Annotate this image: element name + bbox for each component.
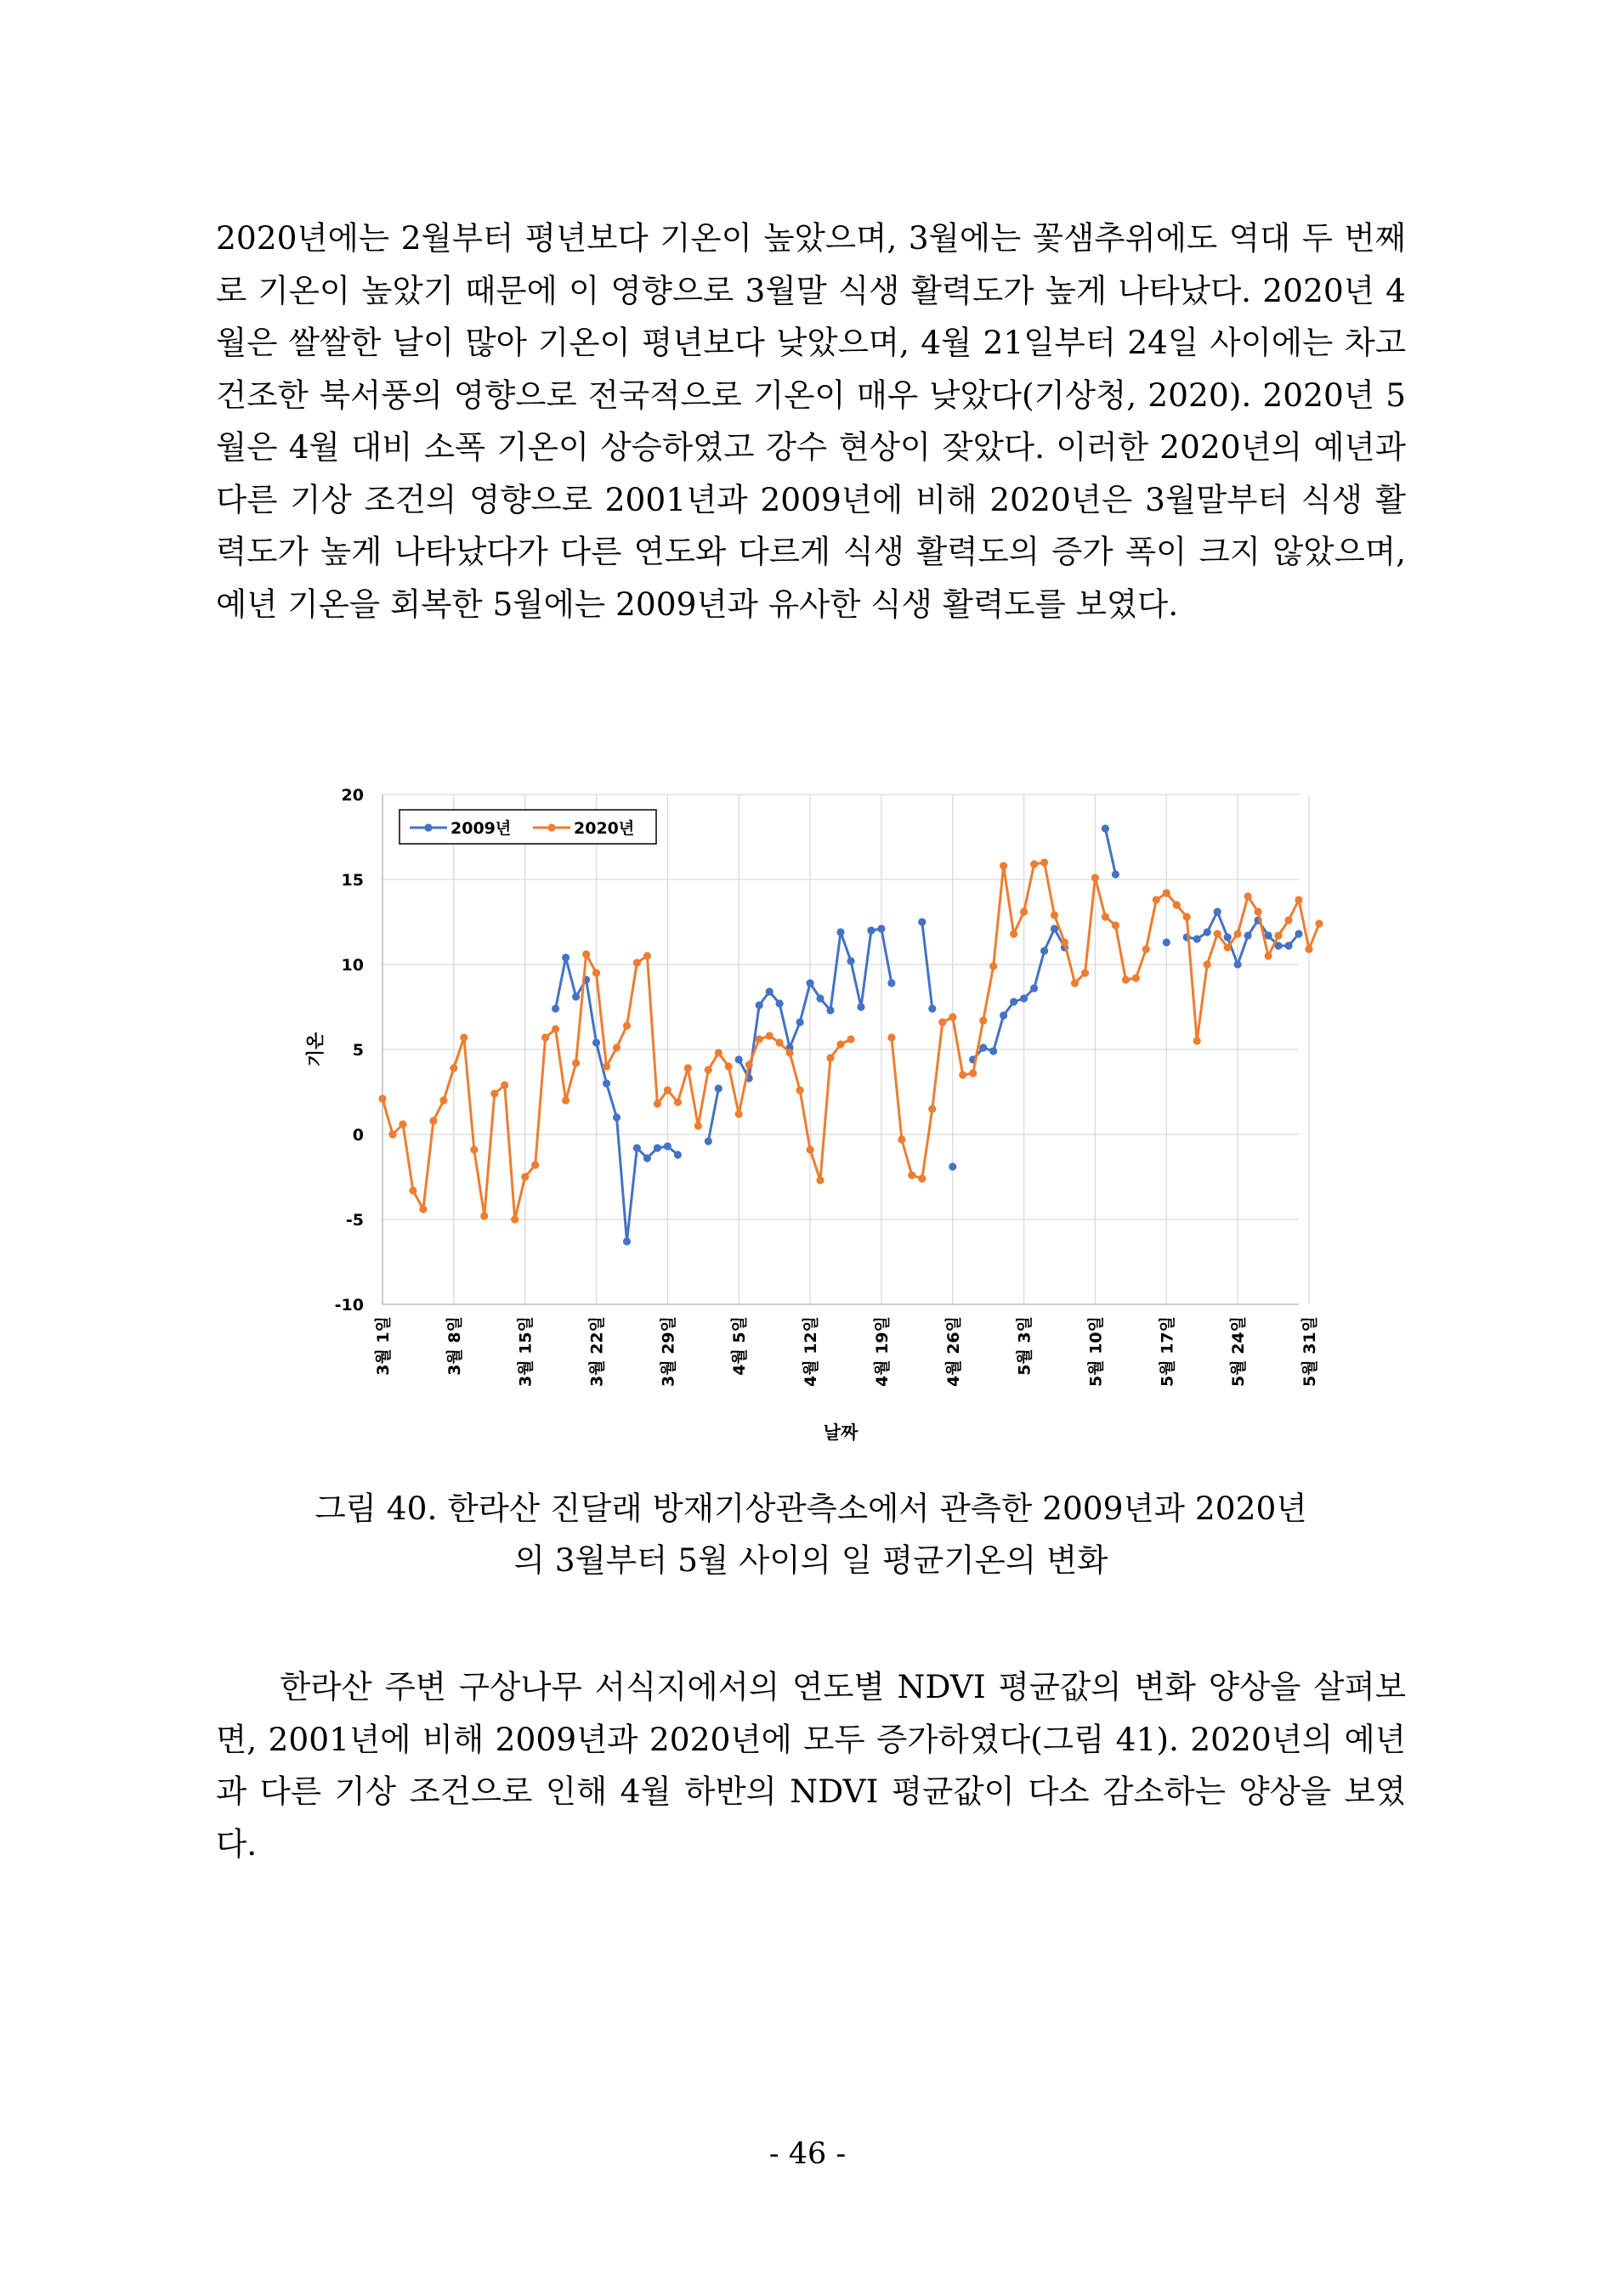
data-point-2 — [949, 1013, 956, 1021]
data-point-2 — [959, 1071, 966, 1078]
data-point-2 — [460, 1033, 468, 1041]
data-point-1 — [887, 979, 895, 987]
data-point-2 — [969, 1069, 977, 1077]
data-point-1 — [766, 987, 774, 995]
x-tick-label: 3월 8일 — [445, 1316, 464, 1376]
data-point-2 — [501, 1081, 508, 1089]
data-point-2 — [694, 1122, 702, 1129]
data-point-1 — [816, 994, 824, 1002]
series-line-1 — [973, 929, 1065, 1060]
x-tick-label: 5월 24일 — [1229, 1316, 1249, 1387]
data-point-2 — [1153, 896, 1160, 903]
data-point-2 — [735, 1110, 743, 1117]
data-point-2 — [776, 1038, 784, 1046]
data-point-2 — [633, 959, 641, 966]
data-point-2 — [1132, 974, 1140, 981]
data-point-2 — [603, 1062, 610, 1070]
data-point-2 — [480, 1212, 488, 1219]
data-point-2 — [745, 1060, 753, 1068]
data-point-1 — [613, 1113, 620, 1121]
series-line-1 — [1105, 828, 1115, 874]
data-point-1 — [1020, 994, 1028, 1002]
data-point-2 — [654, 1100, 661, 1107]
data-point-2 — [715, 1049, 722, 1056]
data-point-1 — [1163, 938, 1170, 946]
data-point-2 — [1122, 976, 1130, 983]
data-point-2 — [429, 1117, 437, 1124]
data-point-1 — [552, 1004, 559, 1012]
x-tick-label: 4월 12일 — [802, 1316, 821, 1387]
data-point-2 — [705, 1066, 712, 1073]
data-point-2 — [490, 1089, 498, 1097]
data-point-1 — [1204, 928, 1211, 936]
x-tick-label: 3월 15일 — [516, 1316, 536, 1387]
data-point-2 — [796, 1086, 804, 1094]
data-point-1 — [562, 953, 570, 961]
figure-caption-line-1: 그림 40. 한라산 진달래 방재기상관측소에서 관측한 2009년과 2020년 — [314, 1490, 1307, 1527]
data-point-1 — [664, 1142, 672, 1150]
data-point-1 — [1102, 824, 1109, 832]
data-point-2 — [1061, 938, 1068, 946]
data-point-2 — [582, 950, 590, 958]
data-point-2 — [1265, 952, 1272, 959]
data-point-2 — [1315, 919, 1323, 927]
data-point-1 — [1010, 998, 1017, 1005]
data-point-2 — [521, 1173, 529, 1180]
data-point-2 — [1274, 931, 1282, 939]
data-point-1 — [674, 1151, 682, 1158]
data-point-2 — [1091, 874, 1099, 881]
data-point-1 — [1030, 984, 1038, 992]
body-paragraph-2: 한라산 주변 구상나무 서식지에서의 연도별 NDVI 평균값의 변화 양상을 살펴보면, 2001년에 비해 2009년과 2020년에 모두 증가하였다(그림 41). 2020년의 예년과 다른 기상 조건으로 인해 4월 하반의 NDVI 평균값이 다소 감소하는 양상을 보였다. — [216, 1668, 1406, 1863]
data-point-2 — [1020, 908, 1028, 915]
data-point-2 — [592, 969, 600, 976]
data-point-2 — [511, 1215, 518, 1223]
data-point-1 — [979, 1043, 987, 1051]
y-tick-label: 5 — [352, 1041, 364, 1060]
data-point-2 — [409, 1186, 416, 1194]
legend-swatch-marker — [424, 823, 432, 831]
data-point-2 — [1305, 945, 1312, 953]
data-point-1 — [654, 1144, 661, 1151]
data-point-1 — [705, 1137, 712, 1145]
data-point-1 — [623, 1237, 631, 1245]
data-point-2 — [531, 1161, 539, 1168]
page-number: - 46 - — [768, 2137, 847, 2171]
x-tick-label: 5월 3일 — [1015, 1316, 1034, 1376]
data-point-2 — [979, 1016, 987, 1024]
body-paragraph-1: 2020년에는 2월부터 평년보다 기온이 높았으며, 3월에는 꽃샘추위에도 역대 두 번째로 기온이 높았기 때문에 이 영향으로 3월말 식생 활력도가 높게 나타났다. 2020년 4월은 쌀쌀한 날이 많아 기온이 평년보다 낮았으며, 4월 21일부터 24일 사이에는 차고 건조한 북서풍의 영향으로 전국적으로 기온이 매우 낮았다(기상청, 2020). 2020년 5월은 4월 대비 소폭 기온이 상승하였고 강수 현상이 잦았다. 이러한 2020년의 예년과 다른 기상 조건의 영향으로 2001년과 2009년에 비해 2020년은 3월말부터 식생 활력도가 높게 나타났다가 다른 연도와 다르게 식생 활력도의 증가 폭이 크지 않았으며, 예년 기온을 회복한 5월에는 2009년과 유사한 식생 활력도를 보였다. — [216, 219, 1406, 623]
data-point-1 — [847, 957, 854, 964]
data-point-2 — [1010, 930, 1017, 937]
data-point-1 — [1040, 947, 1048, 954]
data-point-2 — [1284, 916, 1292, 924]
data-point-2 — [1102, 913, 1109, 920]
data-point-2 — [450, 1064, 457, 1072]
data-point-2 — [826, 1054, 834, 1061]
data-point-2 — [572, 1059, 580, 1066]
data-point-2 — [684, 1064, 692, 1072]
data-point-2 — [1224, 943, 1232, 951]
data-point-2 — [1071, 979, 1079, 987]
data-point-1 — [756, 1001, 763, 1009]
y-tick-label: 15 — [341, 871, 364, 890]
x-tick-label: 3월 1일 — [374, 1316, 393, 1376]
data-point-1 — [867, 926, 875, 934]
chart-svg — [289, 765, 1326, 1445]
data-point-1 — [1000, 1011, 1007, 1019]
data-point-2 — [470, 1145, 478, 1153]
data-point-1 — [1295, 930, 1302, 937]
data-point-2 — [1295, 896, 1302, 903]
data-point-2 — [1244, 892, 1252, 900]
data-point-2 — [1173, 901, 1181, 908]
data-point-2 — [898, 1135, 905, 1143]
data-point-2 — [786, 1049, 794, 1056]
x-tick-label: 5월 10일 — [1086, 1316, 1106, 1387]
data-point-1 — [989, 1047, 997, 1055]
data-point-1 — [592, 1038, 600, 1046]
data-point-1 — [1193, 935, 1201, 942]
data-point-1 — [928, 1004, 936, 1012]
data-point-2 — [439, 1096, 447, 1104]
figure-caption-line-2: 의 3월부터 5월 사이의 일 평균기온의 변화 — [513, 1541, 1108, 1579]
data-point-1 — [1234, 960, 1242, 968]
x-tick-label: 5월 31일 — [1300, 1316, 1319, 1387]
data-point-2 — [847, 1035, 854, 1043]
data-point-2 — [1051, 911, 1058, 919]
data-point-2 — [836, 1040, 844, 1048]
data-point-1 — [735, 1055, 743, 1063]
y-tick-label: 20 — [341, 786, 364, 805]
data-point-1 — [1224, 933, 1232, 941]
data-point-2 — [1234, 930, 1242, 937]
y-tick-label: 10 — [341, 956, 364, 975]
data-point-2 — [1142, 945, 1150, 953]
data-point-2 — [1030, 860, 1038, 868]
data-point-2 — [928, 1105, 936, 1112]
data-point-1 — [603, 1079, 610, 1087]
data-point-1 — [857, 1003, 864, 1010]
data-point-2 — [562, 1096, 570, 1104]
data-point-1 — [1112, 870, 1119, 878]
data-point-2 — [1214, 930, 1221, 937]
x-tick-label: 3월 22일 — [587, 1316, 607, 1387]
data-point-2 — [1000, 862, 1007, 869]
data-point-2 — [674, 1098, 682, 1106]
data-point-2 — [552, 1025, 559, 1032]
data-point-2 — [541, 1033, 549, 1041]
data-point-2 — [388, 1130, 396, 1138]
data-point-1 — [918, 918, 926, 925]
temperature-chart — [289, 765, 1326, 1445]
data-point-2 — [1040, 858, 1048, 866]
data-point-2 — [1193, 1037, 1201, 1044]
data-point-2 — [1255, 908, 1262, 915]
data-point-2 — [938, 1018, 946, 1026]
data-point-2 — [419, 1205, 427, 1213]
x-tick-label: 3월 29일 — [659, 1316, 678, 1387]
y-tick-label: 0 — [352, 1126, 364, 1145]
data-point-2 — [887, 1033, 895, 1041]
data-point-2 — [918, 1174, 926, 1182]
data-point-1 — [1244, 931, 1252, 939]
data-point-1 — [796, 1018, 804, 1026]
data-point-1 — [826, 1006, 834, 1014]
data-point-2 — [399, 1120, 406, 1128]
data-point-2 — [1112, 921, 1119, 929]
data-point-2 — [816, 1176, 824, 1184]
data-point-1 — [776, 999, 784, 1007]
data-point-2 — [807, 1145, 814, 1153]
data-point-2 — [613, 1043, 620, 1051]
y-axis-title: 기온 — [305, 1032, 326, 1067]
data-point-2 — [1163, 889, 1170, 896]
x-tick-label: 4월 5일 — [730, 1316, 750, 1376]
data-point-2 — [725, 1062, 733, 1070]
legend-label: 2009년 — [450, 819, 512, 838]
data-point-1 — [836, 928, 844, 936]
data-point-1 — [1265, 931, 1272, 939]
x-axis-title: 날짜 — [823, 1422, 858, 1443]
data-point-2 — [989, 962, 997, 970]
data-point-1 — [949, 1162, 956, 1170]
x-tick-label: 5월 17일 — [1158, 1316, 1177, 1387]
data-point-2 — [1081, 969, 1089, 976]
data-point-1 — [1214, 908, 1221, 915]
series-line-2 — [382, 954, 851, 1219]
data-point-2 — [664, 1086, 672, 1094]
data-point-2 — [1183, 913, 1191, 920]
data-point-2 — [756, 1035, 763, 1043]
x-tick-label: 4월 19일 — [872, 1316, 892, 1387]
data-point-1 — [633, 1144, 641, 1151]
data-point-1 — [877, 925, 885, 932]
y-tick-label: -5 — [345, 1211, 364, 1230]
legend-label: 2020년 — [574, 819, 635, 838]
y-tick-label: -10 — [334, 1296, 364, 1315]
data-point-2 — [623, 1021, 631, 1029]
legend-swatch-marker — [547, 823, 555, 831]
data-point-2 — [643, 952, 651, 959]
data-point-2 — [1204, 960, 1211, 968]
data-point-1 — [643, 1154, 651, 1162]
data-point-1 — [1284, 942, 1292, 949]
series-line-1 — [708, 1089, 718, 1141]
data-point-2 — [766, 1032, 774, 1039]
data-point-1 — [572, 992, 580, 1000]
data-point-2 — [908, 1171, 915, 1179]
series-line-1 — [922, 922, 932, 1009]
data-point-1 — [807, 979, 814, 987]
data-point-1 — [715, 1084, 722, 1092]
x-tick-label: 4월 26일 — [944, 1316, 963, 1387]
data-point-2 — [378, 1094, 386, 1102]
